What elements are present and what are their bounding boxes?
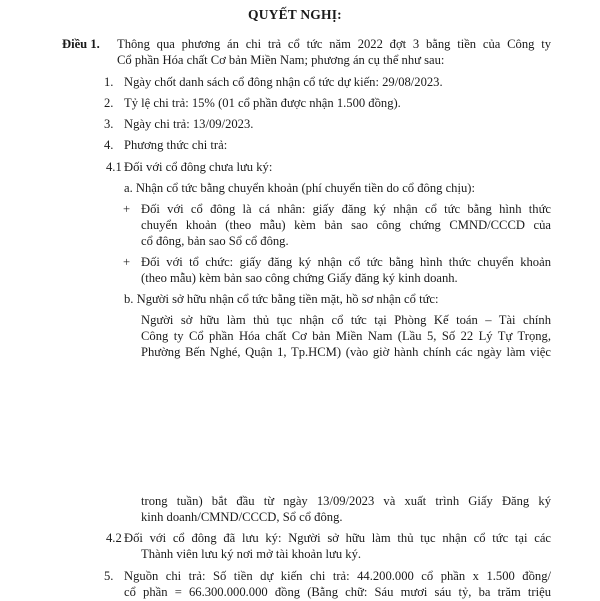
item-text: Ngày chi trả: 13/09/2023. — [124, 117, 254, 131]
item-text: Ngày chốt danh sách cổ đông nhận cổ tức dự kiến: 29/08/2023. — [124, 75, 443, 89]
section-label: 4.1 — [106, 160, 122, 174]
continuation-line-1: trong tuần) bắt đầu từ ngày 13/09/2023 và xuất trình Giấy Đăng ký — [141, 494, 551, 508]
item-number: 1. — [104, 75, 114, 89]
section42-line-1: Đối với cổ đông đã lưu ký: Người sở hữu làm thủ tục nhận cổ tức tại các — [124, 531, 551, 545]
item-number: 5. — [104, 569, 114, 583]
item-text: Tỷ lệ chi trả: 15% (01 cổ phần được nhận 1.500 đồng). — [124, 96, 401, 110]
b-para-line-2: Công ty Cổ phần Hóa chất Cơ bản Miền Nam (Lầu 5, Số 22 Lý Tự Trọng, — [141, 329, 551, 343]
b-para-line-1: Người sở hữu làm thủ tục nhận cổ tức tại Phòng Kế toán – Tài chính — [141, 313, 551, 327]
plus1-line-1: Đối với cổ đông là cá nhân: giấy đăng ký nhận cổ tức bằng hình thức — [141, 202, 551, 216]
item-number: 4. — [104, 138, 114, 152]
page-gap — [0, 365, 600, 485]
bullet-plus: + — [123, 255, 131, 269]
subsection-b: b. Người sở hữu nhận cổ tức bằng tiền mặt, hồ sơ nhận cổ tức: — [124, 292, 439, 306]
item5-line-2: cổ phần = 66.300.000.000 đồng (Bằng chữ: Sáu mươi sáu tỷ, ba trăm triệu — [124, 585, 551, 599]
subsection-a: a. Nhận cổ tức bằng chuyển khoản (phí chuyển tiền do cổ đông chịu): — [124, 181, 475, 195]
item-number: 3. — [104, 117, 114, 131]
plus1-line-2: chuyển khoản (theo mẫu) kèm bản sao công chứng CMND/CCCD của — [141, 218, 551, 232]
continuation-line-2: kinh doanh/CMND/CCCD, Sổ cổ đông. — [141, 510, 343, 524]
section-text: Đối với cổ đông chưa lưu ký: — [124, 160, 273, 174]
plus1-line-3: cổ đông, bản sao Sổ cổ đông. — [141, 234, 289, 248]
item-number: 2. — [104, 96, 114, 110]
section-label: 4.2 — [106, 531, 122, 545]
bullet-plus: + — [123, 202, 131, 216]
item5-line-1: Nguồn chi trả: Số tiền dự kiến chi trả: 44.200.000 cổ phần x 1.500 đồng/ — [124, 569, 551, 583]
article-label: Điều 1. — [62, 37, 100, 51]
page-title: QUYẾT NGHỊ: — [248, 7, 342, 22]
article-intro-line-2: Cổ phần Hóa chất Cơ bản Miền Nam; phương án cụ thể như sau: — [117, 53, 445, 67]
b-para-line-3: Phường Bến Nghé, Quận 1, Tp.HCM) (vào giờ hành chính các ngày làm việc — [141, 345, 551, 359]
article-intro-line-1: Thông qua phương án chi trả cổ tức năm 2022 đợt 3 bằng tiền của Công ty — [117, 37, 551, 51]
plus2-line-1: Đối với tổ chức: giấy đăng ký nhận cổ tức bằng hình thức chuyển khoản — [141, 255, 551, 269]
section42-line-2: Thành viên lưu ký nơi mở tài khoản lưu ký. — [141, 547, 362, 561]
item-text: Phương thức chi trả: — [124, 138, 228, 152]
plus2-line-2: (theo mẫu) kèm bản sao công chứng Giấy đăng ký kinh doanh. — [141, 271, 458, 285]
